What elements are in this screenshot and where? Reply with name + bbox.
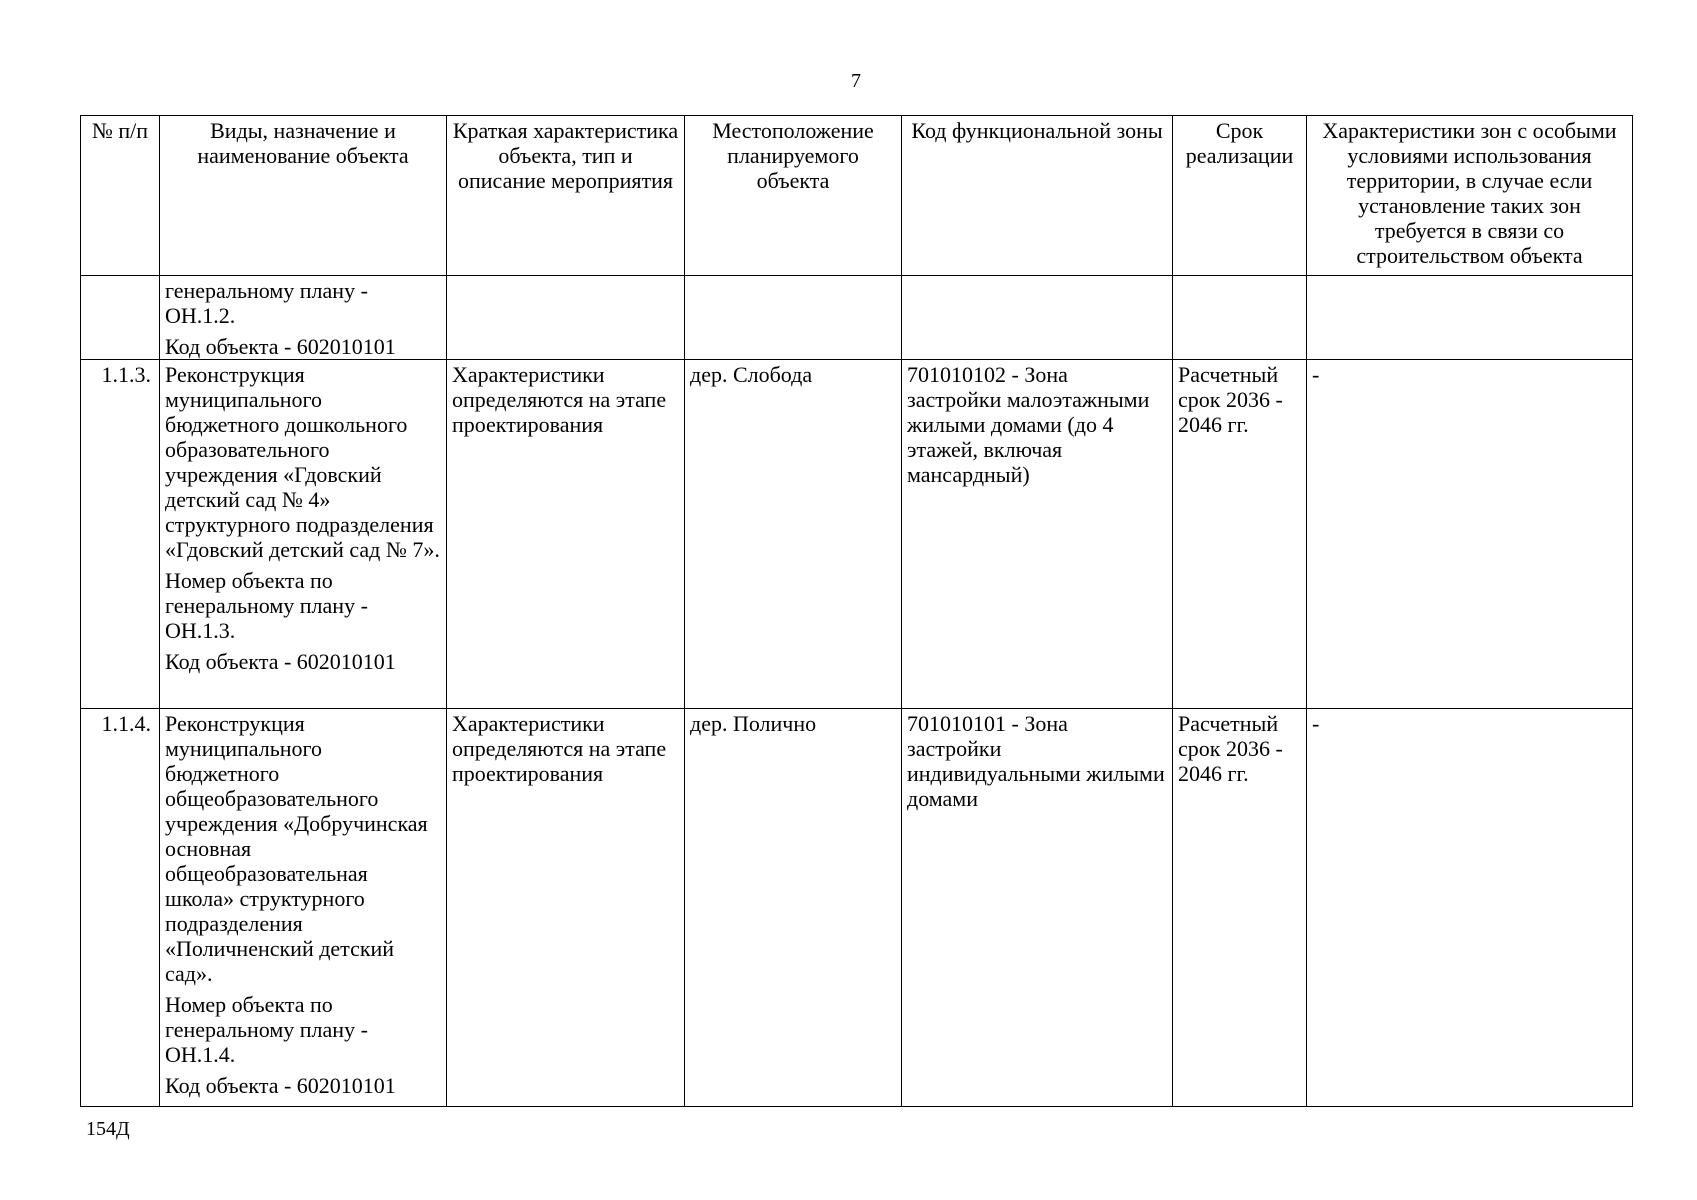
- row-number: 1.1.3.: [81, 360, 160, 709]
- row-number: 1.1.4.: [81, 709, 160, 1107]
- zone-code: 701010101 - Зона застройки индивидуальными жилыми домами: [902, 709, 1173, 1107]
- header-term: Срок реализации: [1173, 116, 1307, 276]
- zone-code: [902, 276, 1173, 360]
- object-location: [685, 276, 902, 360]
- table-header-row: [81, 116, 1633, 276]
- object-characteristic: Характеристики определяются на этапе проектирования: [447, 709, 685, 1107]
- special-zones: -: [1307, 360, 1633, 709]
- planned-objects-table: [80, 115, 1633, 1107]
- object-name: [160, 360, 447, 709]
- object-code: Код объекта - 602010101: [165, 649, 396, 674]
- object-code: Код объекта - 602010101: [165, 334, 396, 359]
- table-row: [81, 360, 1633, 709]
- table-row: [81, 709, 1633, 1107]
- header-characteristic: Краткая характеристика объекта, тип и описание мероприятия: [447, 116, 685, 276]
- object-plan-number: Номер объекта по генеральному плану - ОН.1.4.: [165, 992, 368, 1067]
- header-location: Местоположение планируемого объекта: [685, 116, 902, 276]
- object-name: [160, 276, 447, 360]
- header-name: Виды, назначение и наименование объекта: [160, 116, 447, 276]
- header-zone-code: Код функциональной зоны: [902, 116, 1173, 276]
- document-code: 154Д: [86, 1118, 130, 1140]
- implementation-term: [1173, 276, 1307, 360]
- header-number: № п/п: [81, 116, 160, 276]
- page-number: 7: [851, 70, 861, 92]
- object-plan-number: генеральному плану - ОН.1.2.: [165, 278, 368, 328]
- object-plan-number: Номер объекта по генеральному плану - ОН.1.3.: [165, 568, 368, 643]
- object-description: Реконструкция муниципального бюджетного общеобразовательного учреждения «Добручинская основная общеобразовательная школа» структурного подразделения «Поличненский детский сад».: [165, 711, 428, 986]
- object-location: дер. Слобода: [685, 360, 902, 709]
- object-characteristic: [447, 276, 685, 360]
- table-row: [81, 276, 1633, 360]
- implementation-term: Расчетный срок 2036 - 2046 гг.: [1173, 709, 1307, 1107]
- object-code: Код объекта - 602010101: [165, 1073, 396, 1098]
- object-characteristic: Характеристики определяются на этапе проектирования: [447, 360, 685, 709]
- implementation-term: Расчетный срок 2036 - 2046 гг.: [1173, 360, 1307, 709]
- zone-code: 701010102 - Зона застройки малоэтажными жилыми домами (до 4 этажей, включая мансардный): [902, 360, 1173, 709]
- row-number: [81, 276, 160, 360]
- object-name: [160, 709, 447, 1107]
- object-description: Реконструкция муниципального бюджетного дошкольного образовательного учреждения «Гдовский детский сад № 4» структурного подразделения «Гдовский детский сад № 7».: [165, 362, 440, 562]
- special-zones: [1307, 276, 1633, 360]
- object-location: дер. Полично: [685, 709, 902, 1107]
- header-special-zones: Характеристики зон с особыми условиями использования территории, в случае если установление таких зон требуется в связи со строительством объекта: [1307, 116, 1633, 276]
- special-zones: -: [1307, 709, 1633, 1107]
